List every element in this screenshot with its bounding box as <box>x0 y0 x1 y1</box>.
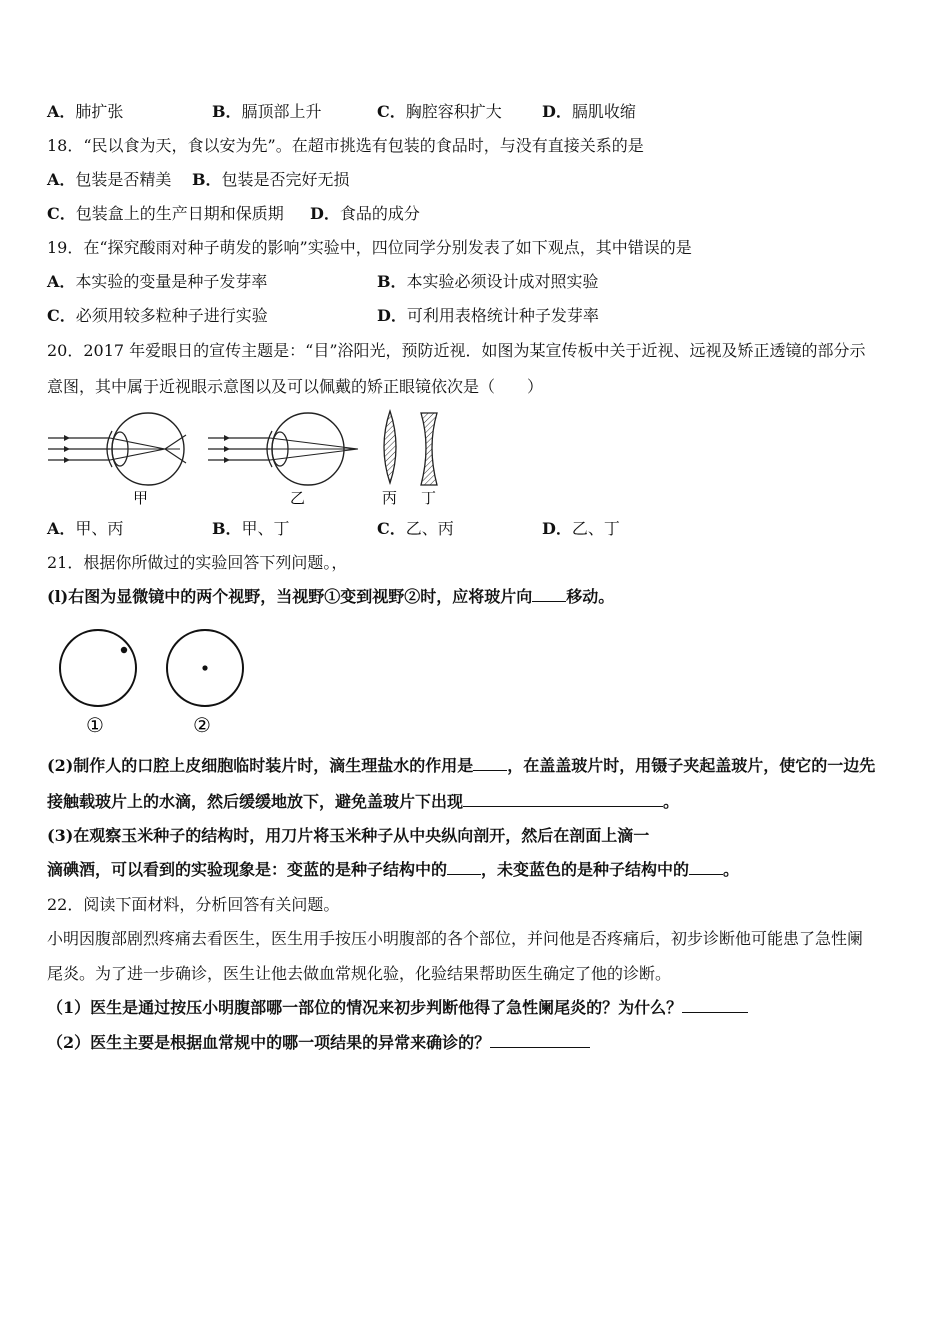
q22-sub2: （2）医生主要是根据血常规中的哪一项结果的异常来确诊的？ <box>47 1033 590 1053</box>
q17-option-d: D．膈肌收缩 <box>542 102 636 121</box>
q19-stem: 19．在“探究酸雨对种子萌发的影响”实验中，四位同学分别发表了如下观点，其中错误的是 <box>47 238 692 257</box>
figure-label-jia: 甲 <box>133 489 149 507</box>
figure-label-yi: 乙 <box>290 489 306 507</box>
concave-lens-ding <box>421 413 437 507</box>
eye-diagram-yi <box>208 413 358 507</box>
answer-blank-1[interactable] <box>532 587 566 602</box>
q19-option-b: B．本实验必须设计成对照实验 <box>377 272 599 291</box>
q21-part3-line1: (3)在观察玉米种子的结构时，用刀片将玉米种子从中央纵向剖开，然后在剖面上滴一 <box>47 826 650 845</box>
q18-option-c: C．包装盒上的生产日期和保质期 <box>47 204 284 223</box>
q20-stem-line1: 20．2017 年爱眼日的宣传主题是：“目”浴阳光，预防近视．如图为某宣传板中关于近视、远视及矫正透镜的部分示 <box>47 341 866 360</box>
figure-label-bing: 丙 <box>382 489 398 507</box>
eye-lens-figure <box>40 405 460 510</box>
q22-material-line1: 小明因腹部剧烈疼痛去看医生，医生用手按压小明腹部的各个部位，并问他是否疼痛后，初步诊断他可能患了急性阑 <box>47 929 864 948</box>
answer-blank-4[interactable] <box>447 860 481 875</box>
answer-blank-3[interactable] <box>463 792 663 807</box>
field-label-1: ① <box>86 713 104 737</box>
q17-option-a: A．肺扩张 <box>47 102 124 121</box>
microscope-fields-figure <box>50 628 250 743</box>
q21-part1: (l)右图为显微镜中的两个视野，当视野①变到视野②时，应将玻片向 移动。 <box>47 587 615 606</box>
q20-option-b: B．甲、丁 <box>212 519 290 538</box>
q21-stem: 21．根据你所做过的实验回答下列问题。， <box>47 553 348 572</box>
eye-diagram-jia <box>48 413 186 507</box>
q18-option-a: A．包装是否精美 <box>47 170 172 189</box>
answer-blank-6[interactable] <box>682 998 748 1013</box>
answer-blank-2[interactable] <box>473 756 507 771</box>
q18-option-b: B．包装是否完好无损 <box>192 170 350 189</box>
q21-part2-line1: (2)制作人的口腔上皮细胞临时装片时，滴生理盐水的作用是 ，在盖盖玻片时，用镊子夹起盖玻片，使它的一边先 <box>47 756 876 775</box>
q19-option-c: C．必须用较多粒种子进行实验 <box>47 306 268 325</box>
answer-blank-7[interactable] <box>490 1033 590 1048</box>
q17-option-b: B．膈顶部上升 <box>212 102 322 121</box>
q19-option-d: D．可利用表格统计种子发芽率 <box>377 306 599 325</box>
q18-stem: 18．“民以食为天，食以安为先”。在超市挑选有包装的食品时，与没有直接关系的是 <box>47 136 644 155</box>
q22-sub1: （1）医生是通过按压小明腹部哪一部位的情况来初步判断他得了急性阑尾炎的？为什么？ <box>47 998 748 1018</box>
q22-material-line2: 尾炎。为了进一步确诊，医生让他去做血常规化验，化验结果帮助医生确定了他的诊断。 <box>47 964 672 983</box>
q19-option-a: A．本实验的变量是种子发芽率 <box>47 272 268 291</box>
q22-stem: 22．阅读下面材料，分析回答有关问题。 <box>47 895 340 914</box>
convex-lens-bing <box>382 411 397 507</box>
field-of-view-1 <box>60 630 136 737</box>
q17-option-c: C．胸腔容积扩大 <box>377 102 502 121</box>
q20-option-c: C．乙、丙 <box>377 519 454 538</box>
answer-blank-5[interactable] <box>689 860 723 875</box>
q20-option-d: D．乙、丁 <box>542 519 620 538</box>
q20-stem-line2: 意图，其中属于近视眼示意图以及可以佩戴的矫正眼镜依次是（ ） <box>47 377 544 396</box>
figure-label-ding: 丁 <box>421 489 437 507</box>
q21-part2-line2: 接触载玻片上的水滴，然后缓缓地放下，避免盖玻片下出现 。 <box>47 792 680 811</box>
field-of-view-2 <box>167 630 243 737</box>
q18-option-d: D．食品的成分 <box>310 204 420 223</box>
field-label-2: ② <box>193 713 211 737</box>
q20-option-a: A．甲、丙 <box>47 519 124 538</box>
q21-part3-line2: 滴碘酒，可以看到的实验现象是：变蓝的是种子结构中的 ，未变蓝色的是种子结构中的 。 <box>47 860 740 879</box>
